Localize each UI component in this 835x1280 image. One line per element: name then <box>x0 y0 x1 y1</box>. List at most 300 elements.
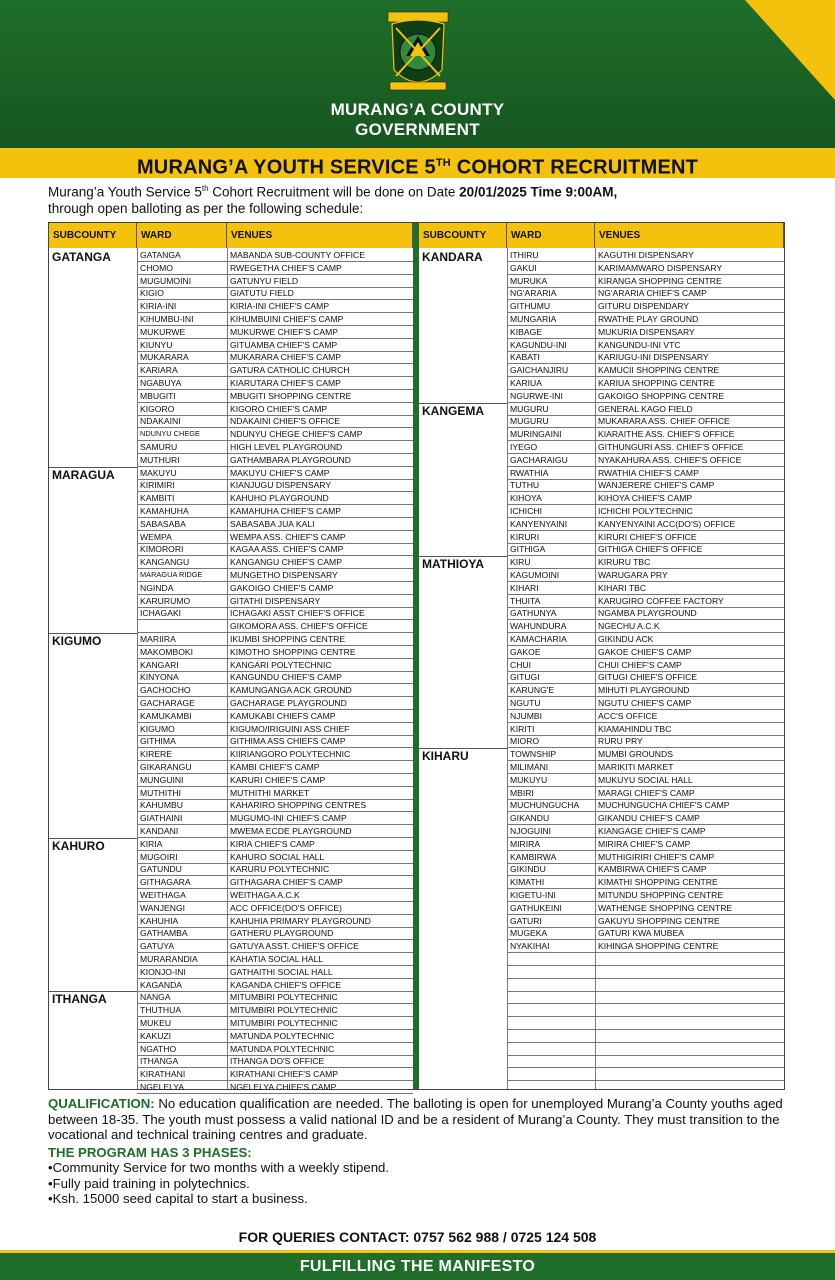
ward-cell: MUGOIRI <box>137 851 227 864</box>
ward-cell: KINYONA <box>137 671 227 684</box>
ward-cell: KIHARI <box>507 582 595 595</box>
grid-line <box>507 248 508 1089</box>
empty-cell <box>507 991 595 1004</box>
ward-cell: KIRATHANI <box>137 1068 227 1081</box>
venue-cell: ACC'S OFFICE <box>595 710 784 723</box>
venue-cell: KAGUTHI DISPENSARY <box>595 249 784 262</box>
empty-cell <box>507 1043 595 1056</box>
venue-cell: KARURI CHIEF'S CAMP <box>227 774 413 787</box>
ward-cell: NGUTU <box>507 697 595 710</box>
empty-cell <box>595 953 784 966</box>
venue-cell: GITHAGARA CHIEF'S CAMP <box>227 876 413 889</box>
venue-cell: GITUGI CHIEF'S OFFICE <box>595 671 784 684</box>
venue-cell: MUCHUNGUCHA CHIEF'S CAMP <box>595 799 784 812</box>
ward-cell: MARAGUA RIDGE <box>137 569 227 582</box>
ward-cell: KARIUA <box>507 377 595 390</box>
ward-cell: NJUMBI <box>507 710 595 723</box>
ward-cell <box>137 620 227 633</box>
venue-cell: KAHARIRO SHOPPING CENTRES <box>227 799 413 812</box>
ward-cell: NDUNYU CHEGE <box>137 428 227 441</box>
ward-cell: RWATHIA <box>507 467 595 480</box>
venue-cell: KIARAITHE ASS. CHIEF'S OFFICE <box>595 428 784 441</box>
ward-cell: NGELELYA <box>137 1081 227 1094</box>
venue-cell: ITHANGA DO'S OFFICE <box>227 1055 413 1068</box>
venue-cell: GATUNYU FIELD <box>227 275 413 288</box>
header-subcounty: SUBCOUNTY <box>419 223 507 248</box>
ward-cell: GATANGA <box>137 249 227 262</box>
phases-title: THE PROGRAM HAS 3 PHASES: <box>48 1144 252 1160</box>
venue-cell: GATHAITHI SOCIAL HALL <box>227 966 413 979</box>
empty-cell <box>507 1055 595 1068</box>
subcounty-separator <box>49 838 137 839</box>
ward-cell: KIONJO-INI <box>137 966 227 979</box>
venue-cell: ACC OFFICE(DO'S OFFICE) <box>227 902 413 915</box>
ward-cell: GITUGI <box>507 671 595 684</box>
venue-cell: ICHICHI POLYTECHNIC <box>595 505 784 518</box>
venue-cell: KANYENYAINI ACC(DO'S) OFFICE <box>595 518 784 531</box>
ward-cell: ICHAGAKI <box>137 607 227 620</box>
venue-cell: NGELELYA CHIEF'S CAMP <box>227 1081 413 1094</box>
venue-cell: GENERAL KAGO FIELD <box>595 403 784 416</box>
ward-cell: MUGUMOINI <box>137 275 227 288</box>
ward-cell: NYAKIHAI <box>507 940 595 953</box>
header-ward: WARD <box>507 223 595 248</box>
venue-cell: MUKURIA DISPENSARY <box>595 326 784 339</box>
ward-cell: MUGEKA <box>507 927 595 940</box>
venue-cell: MUGUMO-INI CHIEF'S CAMP <box>227 812 413 825</box>
ward-cell: KIHOYA <box>507 492 595 505</box>
venue-cell: KAGAA ASS. CHIEF'S CAMP <box>227 543 413 556</box>
venue-cell: MITUMBIRI POLYTECHNIC <box>227 1004 413 1017</box>
venue-cell: WEITHAGA A.C.K <box>227 889 413 902</box>
empty-cell <box>595 991 784 1004</box>
ward-cell: KIMATHI <box>507 876 595 889</box>
venue-cell: GATUYA ASST. CHIEF'S OFFICE <box>227 940 413 953</box>
subcounty-label: ITHANGA <box>52 992 107 1007</box>
empty-cell <box>507 1030 595 1043</box>
empty-cell <box>507 953 595 966</box>
subcounty-label: MARAGUA <box>52 467 115 482</box>
venue-cell: KIRURI CHIEF'S OFFICE <box>595 531 784 544</box>
venue-cell: NYAKAHURA ASS. CHIEF'S OFFICE <box>595 454 784 467</box>
empty-cell <box>595 1055 784 1068</box>
venue-cell: GITURU DISPENDARY <box>595 300 784 313</box>
ward-cell: KAMACHARIA <box>507 633 595 646</box>
government-name-line2: GOVERNMENT <box>355 120 480 139</box>
ward-cell: GITHUMU <box>507 300 595 313</box>
venue-cell: MARIKITI MARKET <box>595 761 784 774</box>
venue-cell: MWEMA ECDE PLAYGROUND <box>227 825 413 838</box>
header-ward: WARD <box>137 223 227 248</box>
venue-cell: KIHUMBUINI CHIEF'S CAMP <box>227 313 413 326</box>
subcounty-label: KAHURO <box>52 838 105 853</box>
venue-cell: KIARUTARA CHIEF'S CAMP <box>227 377 413 390</box>
ward-cell: KAGUMOINI <box>507 569 595 582</box>
venue-cell: IKUMBI SHOPPING CENTRE <box>227 633 413 646</box>
venue-cell: KAHATIA SOCIAL HALL <box>227 953 413 966</box>
venue-cell: MITUMBIRI POLYTECHNIC <box>227 1017 413 1030</box>
ward-cell: SABASABA <box>137 518 227 531</box>
ward-cell: KAHUHIA <box>137 915 227 928</box>
empty-cell <box>595 1030 784 1043</box>
subcounty-label: KANDARA <box>422 250 483 264</box>
ward-cell: KIHUMBU-INI <box>137 313 227 326</box>
empty-cell <box>595 1068 784 1081</box>
ward-cell: MUKUYU <box>507 774 595 787</box>
ward-cell: CHOMO <box>137 262 227 275</box>
venue-cell: KIHOYA CHIEF'S CAMP <box>595 492 784 505</box>
ward-cell: KIGUMO <box>137 723 227 736</box>
column-divider <box>413 223 419 1089</box>
ward-cell: MUGURU <box>507 403 595 416</box>
ward-cell: KIRITI <box>507 723 595 736</box>
ward-cell: NANGA <box>137 991 227 1004</box>
ward-cell: MUKURWE <box>137 326 227 339</box>
ward-cell: GATUYA <box>137 940 227 953</box>
venue-cell: GAKUYU SHOPPING CENTRE <box>595 915 784 928</box>
venue-cell: KAMUNGANGA ACK GROUND <box>227 684 413 697</box>
venue-cell: ICHAGAKI ASST CHIEF'S OFFICE <box>227 607 413 620</box>
venue-cell: GIKANDU CHIEF'S CAMP <box>595 812 784 825</box>
venue-cell: MIRIRA CHIEF'S CAMP <box>595 838 784 851</box>
ward-cell: GACHOCHO <box>137 684 227 697</box>
venue-cell: MITUNDU SHOPPING CENTRE <box>595 889 784 902</box>
subcounty-separator <box>419 748 507 749</box>
venue-cell: KIRIA-INI CHIEF'S CAMP <box>227 300 413 313</box>
ward-cell: MARIIRA <box>137 633 227 646</box>
venue-cell: WEMPA ASS. CHIEF'S CAMP <box>227 531 413 544</box>
ward-cell: GATHAMBA <box>137 927 227 940</box>
ward-cell: WEMPA <box>137 531 227 544</box>
ward-cell: KAMAHUHA <box>137 505 227 518</box>
venue-cell: MITUMBIRI POLYTECHNIC <box>227 991 413 1004</box>
venue-cell: KIGORO CHIEF'S CAMP <box>227 403 413 416</box>
ward-cell: KARIARA <box>137 364 227 377</box>
venue-cell: KAHUHIA PRIMARY PLAYGROUND <box>227 915 413 928</box>
ward-cell: KIRIA-INI <box>137 300 227 313</box>
ward-cell: MUKARARA <box>137 351 227 364</box>
venue-cell: GITUAMBA CHIEF'S CAMP <box>227 339 413 352</box>
venue-cell: NGAMBA PLAYGROUND <box>595 607 784 620</box>
ward-cell: NJOGUINI <box>507 825 595 838</box>
venue-cell: NG'ARARIA CHIEF'S CAMP <box>595 287 784 300</box>
ward-cell: NGATHO <box>137 1043 227 1056</box>
ward-cell: NDAKAINI <box>137 415 227 428</box>
ward-cell: KIRERE <box>137 748 227 761</box>
subcounty-label: MATHIOYA <box>422 557 485 572</box>
venue-cell: MARAGI CHIEF'S CAMP <box>595 787 784 800</box>
footer-bar <box>0 1250 835 1280</box>
ward-cell: MUNGARIA <box>507 313 595 326</box>
ward-cell: IYEGO <box>507 441 595 454</box>
venue-cell: KIGUMO/IRIGUINI ASS CHIEF <box>227 723 413 736</box>
venue-cell: KIIRIANGORO POLYTECHNIC <box>227 748 413 761</box>
venue-cell: KIRURU TBC <box>595 556 784 569</box>
venue-cell: MATUNDA POLYTECHNIC <box>227 1043 413 1056</box>
subcounty-label: KIGUMO <box>52 634 102 648</box>
ward-cell: KIRURI <box>507 531 595 544</box>
ward-cell: MAKUYU <box>137 467 227 480</box>
venue-cell: GIATUTU FIELD <box>227 287 413 300</box>
subcounty-separator <box>419 556 507 557</box>
ward-cell: KAGUNDU-INI <box>507 339 595 352</box>
venue-cell: MBUGITI SHOPPING CENTRE <box>227 390 413 403</box>
venue-cell: KAMBI CHIEF'S CAMP <box>227 761 413 774</box>
venue-cell: HIGH LEVEL PLAYGROUND <box>227 441 413 454</box>
ward-cell: TOWNSHIP <box>507 748 595 761</box>
venue-cell: MUKARARA ASS. CHIEF OFFICE <box>595 415 784 428</box>
venue-cell: RURU PRY <box>595 735 784 748</box>
ward-cell: KANDANI <box>137 825 227 838</box>
qualification-section <box>48 1096 793 1207</box>
venue-cell: KIRIA CHIEF'S CAMP <box>227 838 413 851</box>
yellow-corner-accent <box>745 0 835 100</box>
venue-cell: RWATHIA CHIEF'S CAMP <box>595 467 784 480</box>
venue-cell: MUTHITHI MARKET <box>227 787 413 800</box>
venue-cell: KANGANGU CHIEF'S CAMP <box>227 556 413 569</box>
ward-cell: KANYENYAINI <box>507 518 595 531</box>
ward-cell: MUKEU <box>137 1017 227 1030</box>
title-bar <box>0 148 835 178</box>
ward-cell: KANGARI <box>137 659 227 672</box>
venue-cell: KANGUNDU CHIEF'S CAMP <box>227 671 413 684</box>
venue-cell: RWATHE PLAY GROUND <box>595 313 784 326</box>
venue-cell: KIANJUGU DISPENSARY <box>227 479 413 492</box>
venue-cell: KIHARI TBC <box>595 582 784 595</box>
venue-cell: KIMATHI SHOPPING CENTRE <box>595 876 784 889</box>
ward-cell: KAMBIRWA <box>507 851 595 864</box>
subcounty-separator <box>49 467 137 468</box>
venue-cell: GATURI KWA MUBEA <box>595 927 784 940</box>
government-name-line1: MURANG’A COUNTY <box>330 100 505 119</box>
ward-cell: WEITHAGA <box>137 889 227 902</box>
ward-cell: MILIMANI <box>507 761 595 774</box>
ward-cell: ICHICHI <box>507 505 595 518</box>
ward-cell: KARUNG'E <box>507 684 595 697</box>
header-venues: VENUES <box>227 223 413 248</box>
header-venues: VENUES <box>595 223 784 248</box>
venue-cell: GATHERU PLAYGROUND <box>227 927 413 940</box>
venue-cell: KARURU POLYTECHNIC <box>227 863 413 876</box>
grid-line <box>595 248 596 1089</box>
empty-cell <box>507 1004 595 1017</box>
subcounty-separator <box>419 403 507 404</box>
phase-item: •Community Service for two months with a weekly stipend. <box>48 1160 390 1175</box>
venue-cell: KANGARI POLYTECHNIC <box>227 659 413 672</box>
ward-cell: GIKINDU <box>507 863 595 876</box>
ward-cell: GITHAGARA <box>137 876 227 889</box>
qualification-paragraph: QUALIFICATION: No education qualification are needed. The balloting is open for unemployed Murang’a County youths aged between 18-35. The youth must possess a valid national ID and be a resident of Murang’a County. They must transition to the vocational and technical training centres and graduate. <box>48 1096 783 1142</box>
venue-cell: KIANGAGE CHIEF'S CAMP <box>595 825 784 838</box>
page-title: MURANG’A YOUTH SERVICE 5TH COHORT RECRUITMENT <box>136 156 699 179</box>
ward-cell: WANJENGI <box>137 902 227 915</box>
venue-cell: WATHENGE SHOPPING CENTRE <box>595 902 784 915</box>
venue-cell: GACHARAGE PLAYGROUND <box>227 697 413 710</box>
venue-cell: RWEGETHA CHIEF'S CAMP <box>227 262 413 275</box>
ward-cell: MUNGUINI <box>137 774 227 787</box>
ward-cell: MUCHUNGUCHA <box>507 799 595 812</box>
venue-cell: NGUTU CHIEF'S CAMP <box>595 697 784 710</box>
ward-cell: KAMUKAMBI <box>137 710 227 723</box>
ward-cell: MUGURU <box>507 415 595 428</box>
venue-cell: WARUGARA PRY <box>595 569 784 582</box>
ward-cell: KIUNYU <box>137 339 227 352</box>
venue-cell: KIRANGA SHOPPING CENTRE <box>595 275 784 288</box>
schedule-table <box>48 222 785 1090</box>
intro-text: Murang’a Youth Service 5th Cohort Recruitment will be done on Date 20/01/2025 Time 9:00AM, through open balloting as per the following schedule: <box>48 184 618 216</box>
venue-cell: KANGUNDU-INI VTC <box>595 339 784 352</box>
ward-cell: GATHUKEINI <box>507 902 595 915</box>
ward-cell: GITHIGA <box>507 543 595 556</box>
header-banner <box>0 0 835 148</box>
venue-cell: GIKOMORA ASS. CHIEF'S OFFICE <box>227 620 413 633</box>
empty-cell <box>595 1004 784 1017</box>
ward-cell: KIGORO <box>137 403 227 416</box>
ward-cell: THUITA <box>507 595 595 608</box>
empty-cell <box>595 979 784 992</box>
subcounty-label: GATANGA <box>52 250 111 264</box>
venue-cell: WANJERERE CHIEF'S CAMP <box>595 479 784 492</box>
ward-cell: ITHIRU <box>507 249 595 262</box>
venue-cell: KARUGIRO COFFEE FACTORY <box>595 595 784 608</box>
venue-cell: KIHINGA SHOPPING CENTRE <box>595 940 784 953</box>
ward-cell: NGURWE-INI <box>507 390 595 403</box>
ward-cell: CHUI <box>507 659 595 672</box>
ward-cell: WAHUNDURA <box>507 620 595 633</box>
venue-cell: CHUI CHIEF'S CAMP <box>595 659 784 672</box>
venue-cell: MABANDA SUB-COUNTY OFFICE <box>227 249 413 262</box>
venue-cell: GIKINDU ACK <box>595 633 784 646</box>
ward-cell: GITHIMA <box>137 735 227 748</box>
ward-cell: MURINGAINI <box>507 428 595 441</box>
ward-cell: ITHANGA <box>137 1055 227 1068</box>
venue-cell: GITHUNGURI ASS. CHIEF'S OFFICE <box>595 441 784 454</box>
venue-cell: GITHIGA CHIEF'S OFFICE <box>595 543 784 556</box>
ward-cell: MIRIRA <box>507 838 595 851</box>
ward-cell: NG'ARARIA <box>507 287 595 300</box>
ward-cell: GATUNDU <box>137 863 227 876</box>
venue-cell: NGECHU A.C.K <box>595 620 784 633</box>
ward-cell: GIATHAINI <box>137 812 227 825</box>
venue-cell: GAKOE CHIEF'S CAMP <box>595 646 784 659</box>
venue-cell: GATURA CATHOLIC CHURCH <box>227 364 413 377</box>
empty-cell <box>507 1068 595 1081</box>
ward-cell: KANGANGU <box>137 556 227 569</box>
phase-item: •Ksh. 15000 seed capital to start a business. <box>48 1191 308 1206</box>
empty-cell <box>595 1043 784 1056</box>
ward-cell: MAKOMBOKI <box>137 646 227 659</box>
venue-cell: KAMUKABI CHIEFS CAMP <box>227 710 413 723</box>
ward-cell: TUTHU <box>507 479 595 492</box>
venue-cell: NDUNYU CHEGE CHIEF'S CAMP <box>227 428 413 441</box>
county-crest-logo <box>382 10 454 98</box>
ward-cell: KABATI <box>507 351 595 364</box>
ward-cell: MUTHURI <box>137 454 227 467</box>
ward-cell: KAGANDA <box>137 979 227 992</box>
ward-cell: GIKARANGU <box>137 761 227 774</box>
ward-cell: MIORO <box>507 735 595 748</box>
venue-cell: KIAMAHINDU TBC <box>595 723 784 736</box>
ward-cell: NGINDA <box>137 582 227 595</box>
ward-cell: GAICHANJIRU <box>507 364 595 377</box>
ward-cell: KIBAGE <box>507 326 595 339</box>
ward-cell: KAHUMBU <box>137 799 227 812</box>
ward-cell: MBIRI <box>507 787 595 800</box>
venue-cell: GITHIMA ASS CHIEFS CAMP <box>227 735 413 748</box>
venue-cell: KARIUA SHOPPING CENTRE <box>595 377 784 390</box>
venue-cell: GAKOIGO SHOPPING CENTRE <box>595 390 784 403</box>
ward-cell: GATURI <box>507 915 595 928</box>
venue-cell: KIMOTHO SHOPPING CENTRE <box>227 646 413 659</box>
ward-cell: KARURUMO <box>137 595 227 608</box>
recruitment-date: 20/01/2025 Time 9:00AM, <box>459 184 618 200</box>
ward-cell: GIKANDU <box>507 812 595 825</box>
venue-cell: GAKOIGO CHIEF'S CAMP <box>227 582 413 595</box>
subcounty-label: KIHARU <box>422 749 469 764</box>
venue-cell: MUMBI GROUNDS <box>595 748 784 761</box>
footer-slogan: FULFILLING THE MANIFESTO <box>299 1258 536 1275</box>
ward-cell: KIRIA <box>137 838 227 851</box>
venue-cell: MUNGETHO DISPENSARY <box>227 569 413 582</box>
venue-cell: KAGANDA CHIEF'S OFFICE <box>227 979 413 992</box>
empty-cell <box>507 1017 595 1030</box>
venue-cell: NDAKAINI CHIEF'S OFFICE <box>227 415 413 428</box>
empty-cell <box>507 966 595 979</box>
venue-cell: MUTHIGIRIRI CHIEF'S CAMP <box>595 851 784 864</box>
header-subcounty: SUBCOUNTY <box>49 223 137 248</box>
ward-cell: THUTHUA <box>137 1004 227 1017</box>
grid-line <box>137 248 138 1089</box>
venue-cell: MIHUTI PLAYGROUND <box>595 684 784 697</box>
ward-cell: KIGIO <box>137 287 227 300</box>
venue-cell: MUKARARA CHIEF'S CAMP <box>227 351 413 364</box>
ward-cell: MBUGITI <box>137 390 227 403</box>
venue-cell: KAMBIRWA CHIEF'S CAMP <box>595 863 784 876</box>
ward-cell: MUTHITHI <box>137 787 227 800</box>
venue-cell: GATHAMBARA PLAYGROUND <box>227 454 413 467</box>
venue-cell: KAMUCII SHOPPING CENTRE <box>595 364 784 377</box>
ward-cell: NGABUYA <box>137 377 227 390</box>
venue-cell: MUKURWE CHIEF'S CAMP <box>227 326 413 339</box>
venue-cell: KAMAHUHA CHIEF'S CAMP <box>227 505 413 518</box>
venue-cell: MATUNDA POLYTECHNIC <box>227 1030 413 1043</box>
ward-cell: GATHUNYA <box>507 607 595 620</box>
ward-cell: GAKUI <box>507 262 595 275</box>
empty-cell <box>595 1017 784 1030</box>
venue-cell: KARIUGU-INI DISPENSARY <box>595 351 784 364</box>
contact-line: FOR QUERIES CONTACT: 0757 562 988 / 0725 124 508 <box>238 1229 597 1245</box>
ward-cell: GACHARAIGU <box>507 454 595 467</box>
venue-cell: KAHUHO PLAYGROUND <box>227 492 413 505</box>
phase-item: •Fully paid training in polytechnics. <box>48 1175 250 1191</box>
ward-cell: KIRIMIRI <box>137 479 227 492</box>
subcounty-separator <box>49 633 137 634</box>
empty-cell <box>507 979 595 992</box>
ward-cell: SAMURU <box>137 441 227 454</box>
subcounty-separator <box>49 991 137 992</box>
ward-cell: MURUKA <box>507 275 595 288</box>
ward-cell: MURARANDIA <box>137 953 227 966</box>
empty-cell <box>595 966 784 979</box>
ward-cell: KIGETU-INI <box>507 889 595 902</box>
ward-cell: KIRU <box>507 556 595 569</box>
ward-cell: KAKUZI <box>137 1030 227 1043</box>
venue-cell: MUKUYU SOCIAL HALL <box>595 774 784 787</box>
ward-cell: KAMBITI <box>137 492 227 505</box>
subcounty-label: KANGEMA <box>422 403 484 418</box>
venue-cell: SABASABA JUA KALI <box>227 518 413 531</box>
venue-cell: KARIMAMWARO DISPENSARY <box>595 262 784 275</box>
